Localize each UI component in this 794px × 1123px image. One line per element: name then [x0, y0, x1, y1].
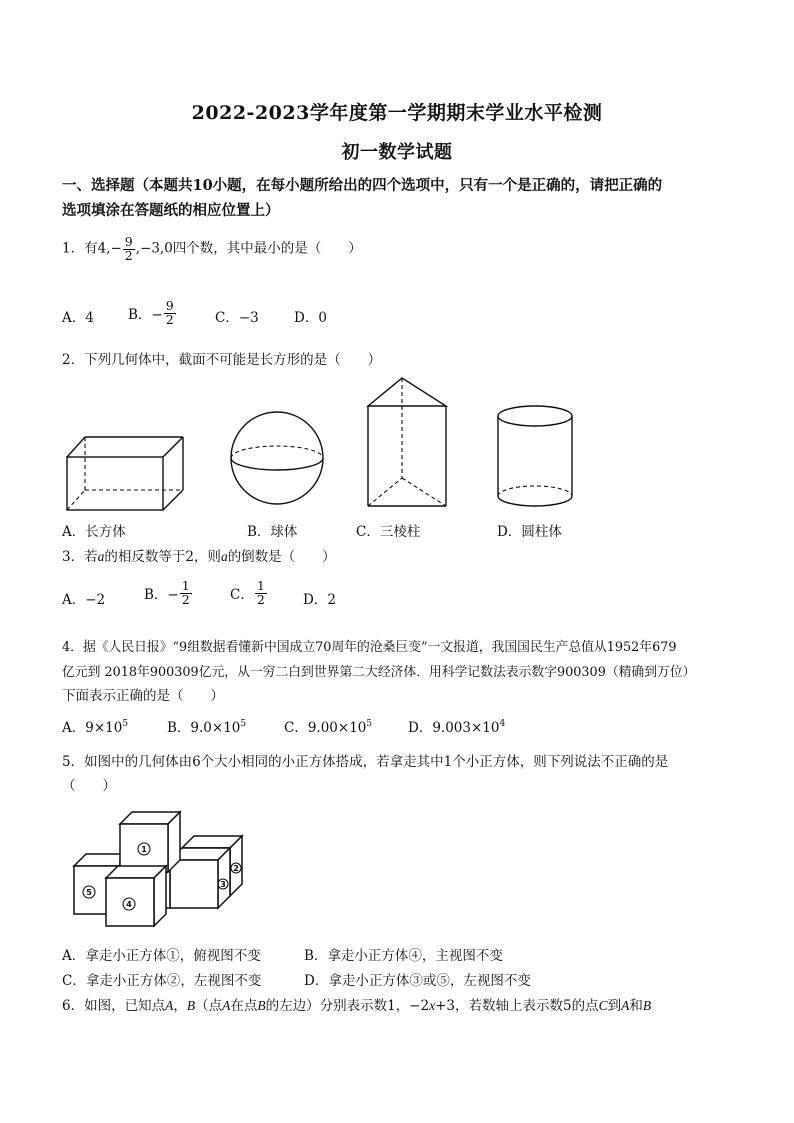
q5-option-d[interactable]: D．拿走小正方体③或⑤，左视图不变: [304, 973, 531, 989]
question-5-line1: 5．如图中的几何体由6个大小相同的小正方体搭成，若拿走其中1个小正方体，则下列说法不正确的是: [62, 754, 669, 770]
cylinder-figure: [496, 404, 574, 508]
question-4-line1: 4．据《人民日报》“9组数据看懂新中国成立70周年的沧桑巨变”一文报道，我国国民生产总值从1952年679: [62, 640, 677, 655]
q2-option-d[interactable]: D．圆柱体: [497, 524, 562, 540]
q5-option-a[interactable]: A．拿走小正方体①，俯视图不变: [62, 948, 261, 964]
question-4-line2: 亿元到 2018年900309亿元，从一穷二白到世界第二大经济体．用科学记数法表示数字900309（精确到万位）: [62, 665, 696, 680]
svg-text:2: 2: [233, 864, 239, 873]
q5-option-c[interactable]: C．拿走小正方体②，左视图不变: [62, 973, 262, 989]
page-subtitle: 初一数学试题: [341, 142, 453, 163]
q4-option-a[interactable]: A．$9\times 10^5$: [62, 719, 129, 736]
q5-option-b[interactable]: B．拿走小正方体④，主视图不变: [304, 948, 503, 964]
q2-option-a[interactable]: A．长方体: [62, 524, 126, 540]
q1-fraction: $\frac{9}{2}$: [124, 234, 133, 263]
q3-option-a[interactable]: A．−2: [62, 592, 106, 608]
question-3-stem: 3．若a的相反数等于2，则a的倒数是（ ）: [62, 549, 336, 565]
cuboid-figure: [66, 433, 186, 513]
q1-option-b[interactable]: B．− $\frac{9}{2}$: [128, 298, 174, 327]
q2-option-c[interactable]: C．三棱柱: [356, 524, 421, 540]
question-5-line2: （ ）: [62, 778, 116, 794]
svg-text:4: 4: [126, 900, 132, 909]
q4-option-d[interactable]: D．$9.003\times 10^4$: [408, 719, 506, 736]
q4-option-b[interactable]: B．$9.0\times 10^5$: [167, 719, 247, 736]
svg-text:5: 5: [86, 888, 92, 897]
q4-option-c[interactable]: C．$9.00\times 10^5$: [284, 719, 373, 736]
q1-option-c[interactable]: C．−3: [215, 310, 259, 326]
q1-option-a[interactable]: A．4: [62, 310, 94, 326]
triangular-prism-figure: [363, 376, 451, 510]
question-2-stem: 2．下列几何体中，截面不可能是长方形的是（ ）: [62, 352, 382, 368]
sphere-figure: [229, 410, 325, 506]
q1-text-pre: 1．有4,−: [62, 240, 122, 257]
svg-text:3: 3: [220, 880, 226, 889]
question-4-line3: 下面表示正确的是（ ）: [62, 688, 224, 704]
question-6-stem: 6．如图，已知点A，B（点A在点B的左边）分别表示数1，−2x+3，若数轴上表示数5的点C到A和B: [62, 998, 652, 1014]
svg-text:1: 1: [141, 845, 147, 854]
variable-a: a: [220, 549, 228, 564]
q3-option-c[interactable]: C． $\frac{1}{2}$: [230, 578, 265, 607]
page-title: 2022-2023学年度第一学期期末学业水平检测: [191, 102, 603, 124]
section-heading-line2: 选项填涂在答题纸的相应位置上）: [62, 202, 280, 219]
section-heading-line1: 一、选择题（本题共10小题，在每小题所给出的四个选项中，只有一个是正确的，请把正确的: [62, 177, 663, 194]
q1-text-post: ,−3,0四个数，其中最小的是（ ）: [135, 240, 362, 257]
q3-option-d[interactable]: D．2: [303, 592, 336, 608]
cube-stack-figure: [70, 804, 250, 940]
variable-a: a: [97, 549, 105, 564]
question-1-stem: [62, 236, 362, 262]
q1-option-d[interactable]: D．0: [294, 310, 327, 326]
q2-option-b[interactable]: B．球体: [247, 524, 298, 540]
q3-option-b[interactable]: B．− $\frac{1}{2}$: [144, 578, 190, 607]
